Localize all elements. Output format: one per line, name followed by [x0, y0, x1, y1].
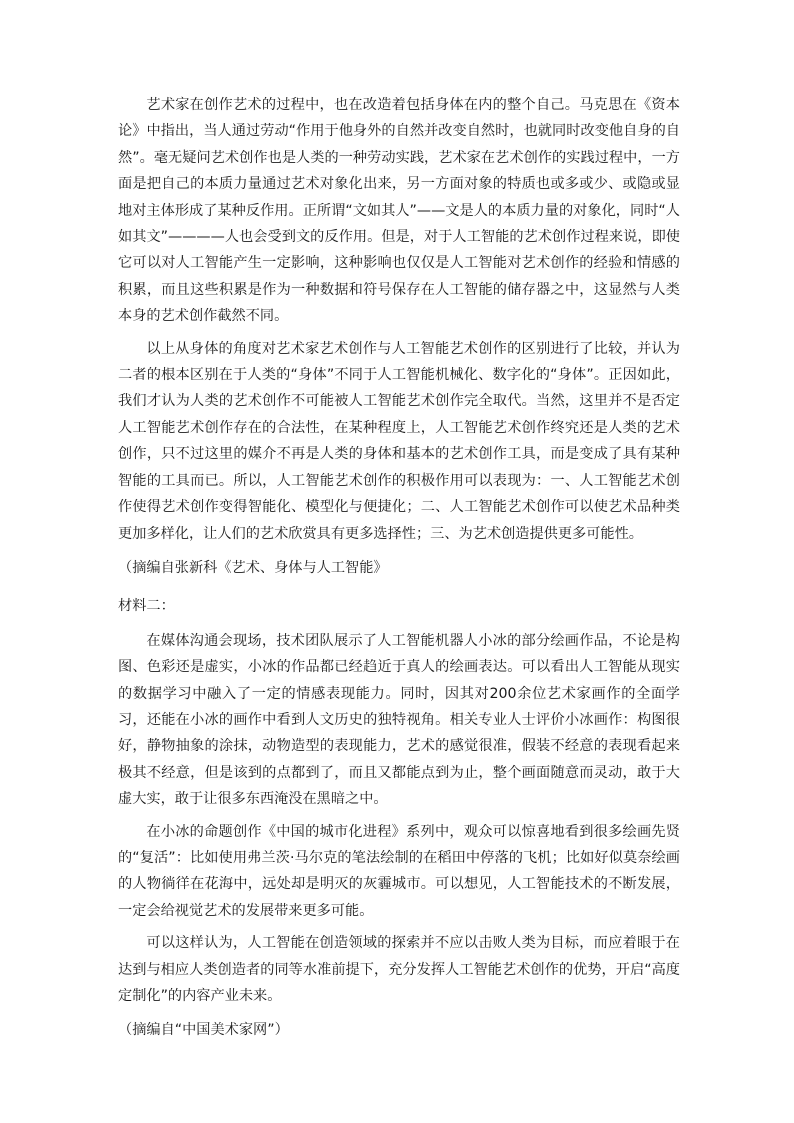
source-note: （摘编自张新科《艺术、身体与人工智能》 — [118, 559, 388, 576]
paragraph: 以上从身体的角度对艺术家艺术创作与人工智能艺术创作的区别进行了比较，并认为二者的根本区别在于人类的“身体”不同于人工智能机械化、数字化的“身体”。正因如此，我们才认为人类的艺术创作不可能被人工智能艺术创作完全取代。当然，这里并不是否定人工智能艺术创作存在的合法性，在某种程度上，人工智能艺术创作终究还是人类的艺术创作，只不过这里的媒介不再是人类的身体和基本的艺术创作工具，而是变成了具有某种智能的工具而已。所以，人工智能艺术创作的积极作用可以表现为：一、人工智能艺术创作使得艺术创作变得智能化、模型化与便捷化；二、人工智能艺术创作可以使艺术品种类更加多样化，让人们的艺术欣赏具有更多选择性；三、为艺术创造提供更多可能性。 — [118, 340, 680, 542]
material-two — [118, 593, 680, 1044]
paragraph: 在小冰的命题创作《中国的城市化进程》系列中，观众可以惊喜地看到很多绘画先贤的“复活”：比如使用弗兰茨·马尔克的笔法绘制的在稻田中停落的飞机；比如好似莫奈绘画的人物徜徉在花海中，远处却是明灭的灰霾城市。可以想见，人工智能技术的不断发展，一定会给视觉艺术的发展带来更多可能。 — [118, 823, 680, 919]
section-heading: 材料二： — [118, 598, 175, 615]
paragraph: 艺术家在创作艺术的过程中，也在改造着包括身体在内的整个自己。马克思在《资本论》中指出，当人通过劳动“作用于他身外的自然并改变自然时，也就同时改变他自身的自然”。毫无疑问艺术创作也是人类的一种劳动实践，艺术家在艺术创作的实践过程中，一方面是把自己的本质力量通过艺术对象化出来，另一方面对象的特质也或多或少、或隐或显地对主体形成了某种反作用。正所谓“文如其人”——文是人的本质力量的对象化，同时“人如其文”————人也会受到文的反作用。但是，对于人工智能的艺术创作过程来说，即使它可以对人工智能产生一定影响，这种影响也仅仅是人工智能对艺术创作的经验和情感的积累，而且这些积累是作为一种数据和符号保存在人工智能的储存器之中，这显然与人类本身的艺术创作截然不同。 — [118, 97, 680, 325]
material-one — [118, 92, 680, 581]
paragraph: 在媒体沟通会现场，技术团队展示了人工智能机器人小冰的部分绘画作品，不论是构图、色彩还是虚实，小冰的作品都已经趋近于真人的绘画表达。可以看出人工智能从现实的数据学习中融入了一定的情感表现能力。同时，因其对200余位艺术家画作的全面学习，还能在小冰的画作中看到人文历史的独特视角。相关专业人士评价小冰画作：构图很好，静物抽象的涂抹，动物造型的表现能力，艺术的感觉很准，假装不经意的表现看起来极其不经意，但是该到的点都到了，而且又都能点到为止，整个画面随意而灵动，敢于大虚大实，敢于让很多东西淹没在黑暗之中。 — [118, 632, 680, 808]
source-note: （摘编自“中国美术家网”） — [118, 1022, 289, 1039]
paragraph: 可以这样认为，人工智能在创造领域的探索并不应以击败人类为目标，而应着眼于在达到与相应人类创造者的同等水准前提下，充分发挥人工智能艺术创作的优势，开启“高度定制化”的内容产业未来。 — [118, 935, 680, 1004]
document-page — [118, 92, 680, 1044]
